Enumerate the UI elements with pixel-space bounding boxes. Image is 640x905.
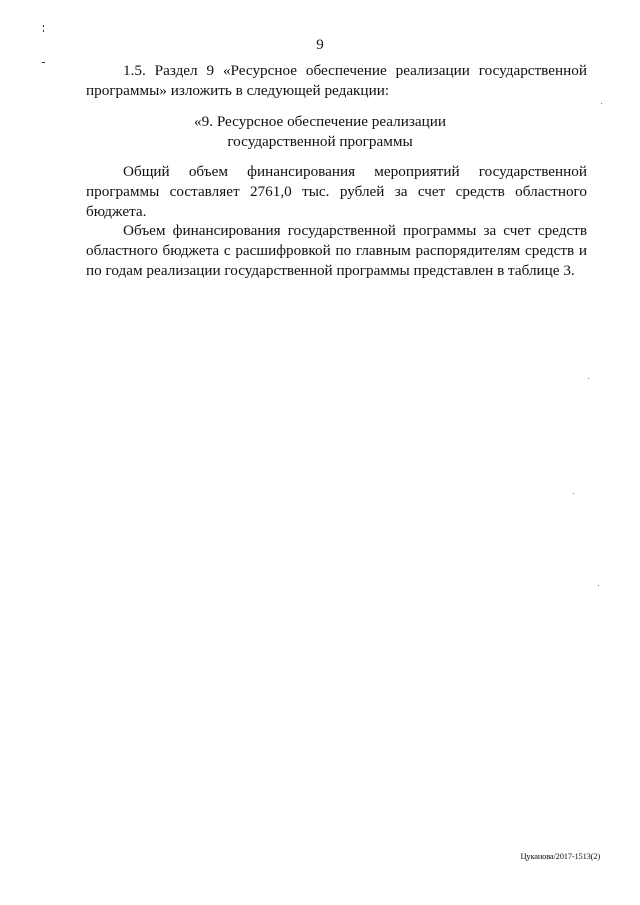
section-heading	[0, 112, 640, 152]
paragraph-text: Общий объем финансирования мероприятий государственной программы составляет 2761,0 тыс. рублей за счет средств областного бюджета.	[86, 163, 587, 220]
section-heading-line-1: «9. Ресурсное обеспечение реализации	[194, 113, 446, 130]
item-1-5-text: 1.5. Раздел 9 «Ресурсное обеспечение реализации государственной программы» изложить в следующей редакции:	[86, 62, 587, 99]
paragraph-total-funding	[86, 162, 587, 222]
paragraph-text: Объем финансирования государственной программы за счет средств областного бюджета с расшифровкой по главным распорядителям средств и по годам реализации государственной программы представлен в таблице 3.	[86, 222, 587, 279]
scan-speck	[601, 103, 602, 104]
document-code: Цуканова/2017-1513(2)	[520, 851, 600, 861]
scan-mark	[43, 30, 44, 32]
scan-speck	[598, 585, 599, 586]
scan-mark	[42, 62, 45, 63]
item-1-5-paragraph	[86, 61, 587, 101]
paragraph-funding-breakdown	[86, 221, 587, 281]
page-number: 9	[316, 37, 324, 53]
scan-mark	[43, 25, 44, 27]
scan-speck	[588, 378, 589, 379]
scan-speck	[573, 493, 574, 494]
section-heading-line-2: государственной программы	[227, 133, 413, 150]
